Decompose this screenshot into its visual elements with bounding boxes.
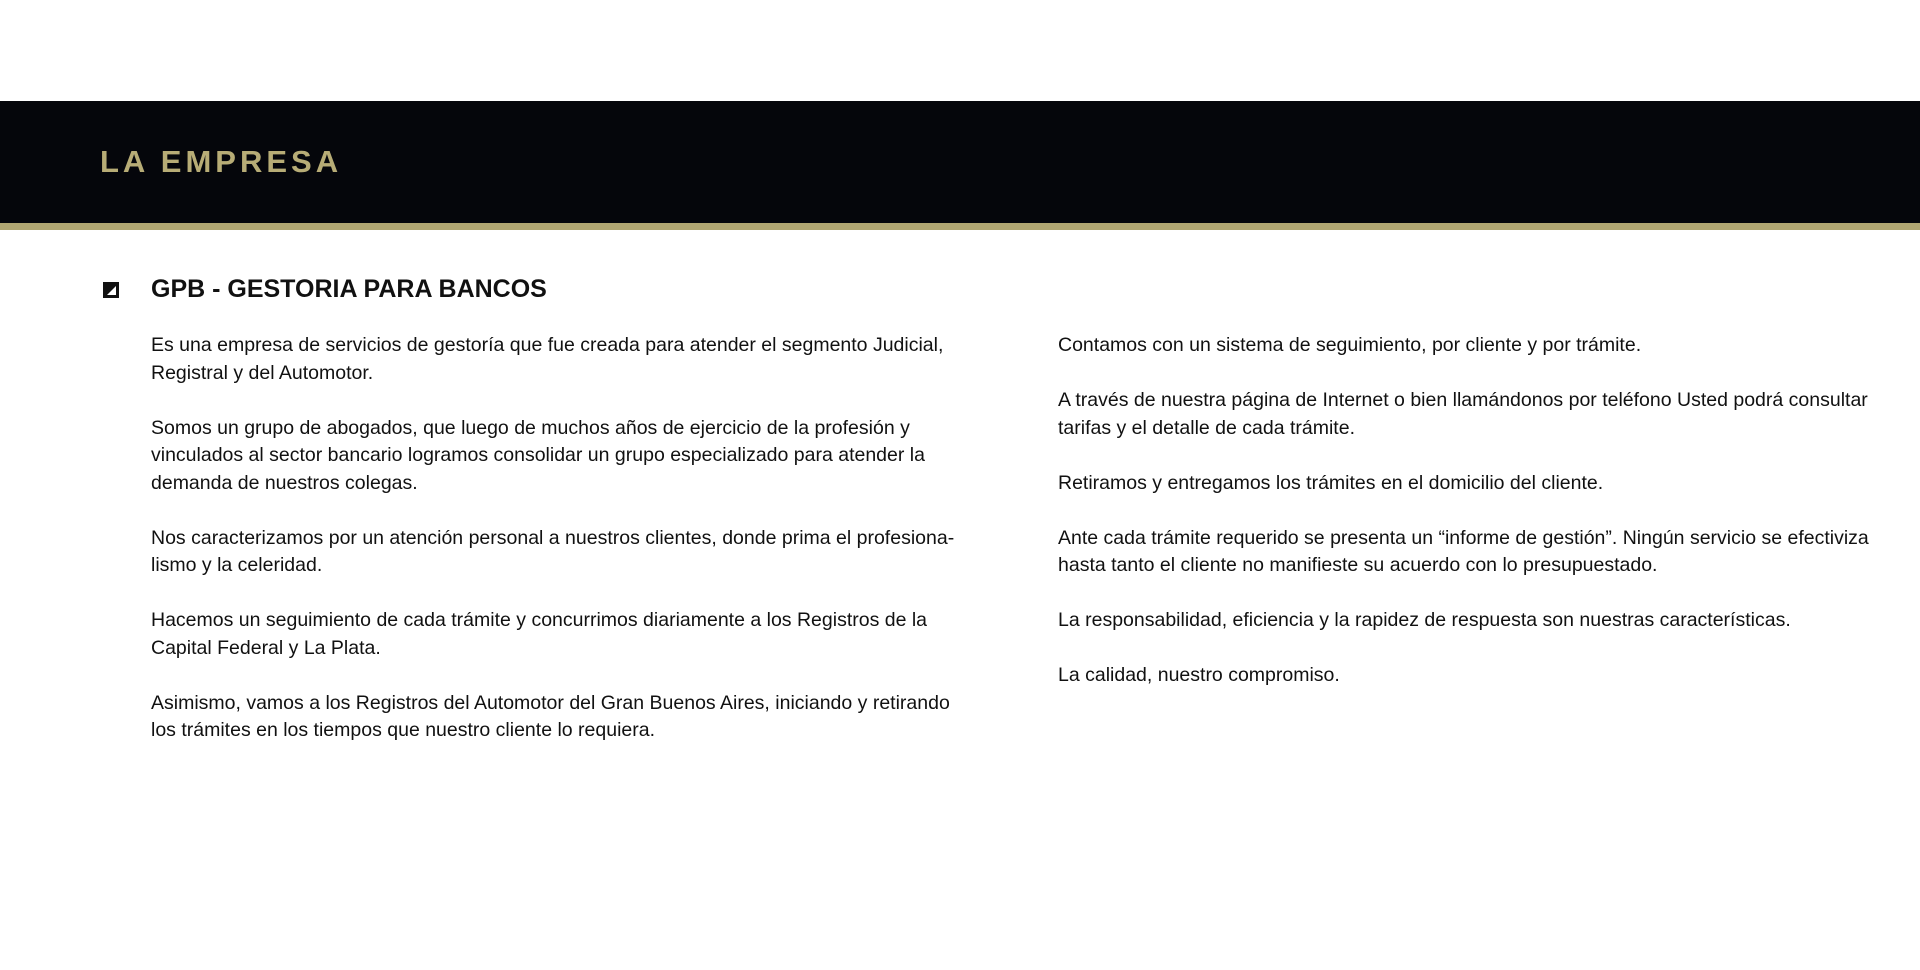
left-column xyxy=(151,332,961,772)
right-column xyxy=(1058,332,1878,717)
square-bullet-icon xyxy=(103,282,119,298)
left-paragraph-1: Es una empresa de servicios de gestoría que fue creada para atender el segmento Judicial, Registral y del Automotor. xyxy=(151,334,944,384)
left-paragraph-5: Asimismo, vamos a los Registros del Automotor del Gran Buenos Aires, iniciando y retirando los trámites en los tiempos que nuestro cliente lo requiera. xyxy=(151,691,950,741)
right-paragraph-5: La responsabilidad, eficiencia y la rapidez de respuesta son nuestras características. xyxy=(1058,609,1791,631)
right-paragraph-6: La calidad, nuestro compromiso. xyxy=(1058,664,1340,686)
header-gold-rule xyxy=(0,223,1920,230)
right-paragraph-1: Contamos con un sistema de seguimiento, por cliente y por trámite. xyxy=(1058,334,1642,356)
right-paragraph-3: Retiramos y entregamos los trámites en el domicilio del cliente. xyxy=(1058,471,1604,494)
page-title: LA EMPRESA xyxy=(100,144,343,179)
left-paragraph-2: Somos un grupo de abogados, que luego de muchos años de ejercicio de la profesión y vinculados al sector bancario logramos consolidar un grupo especializado para atender la demanda de nuestros colegas. xyxy=(151,416,925,494)
right-paragraph-2: A través de nuestra página de Internet o bien llamándonos por teléfono Usted podrá consultar tarifas y el detalle de cada trámite. xyxy=(1058,389,1868,439)
left-paragraph-3: Nos caracterizamos por un atención personal a nuestros clientes, donde prima el profesiona-lismo y la celeridad. xyxy=(151,526,955,576)
section-title: GPB - GESTORIA PARA BANCOS xyxy=(151,275,547,303)
right-paragraph-4: Ante cada trámite requerido se presenta un “informe de gestión”. Ningún servicio se efectiviza hasta tanto el cliente no manifieste su acuerdo con lo presupuestado. xyxy=(1058,526,1869,576)
left-paragraph-4: Hacemos un seguimiento de cada trámite y concurrimos diariamente a los Registros de la Capital Federal y La Plata. xyxy=(151,609,928,659)
